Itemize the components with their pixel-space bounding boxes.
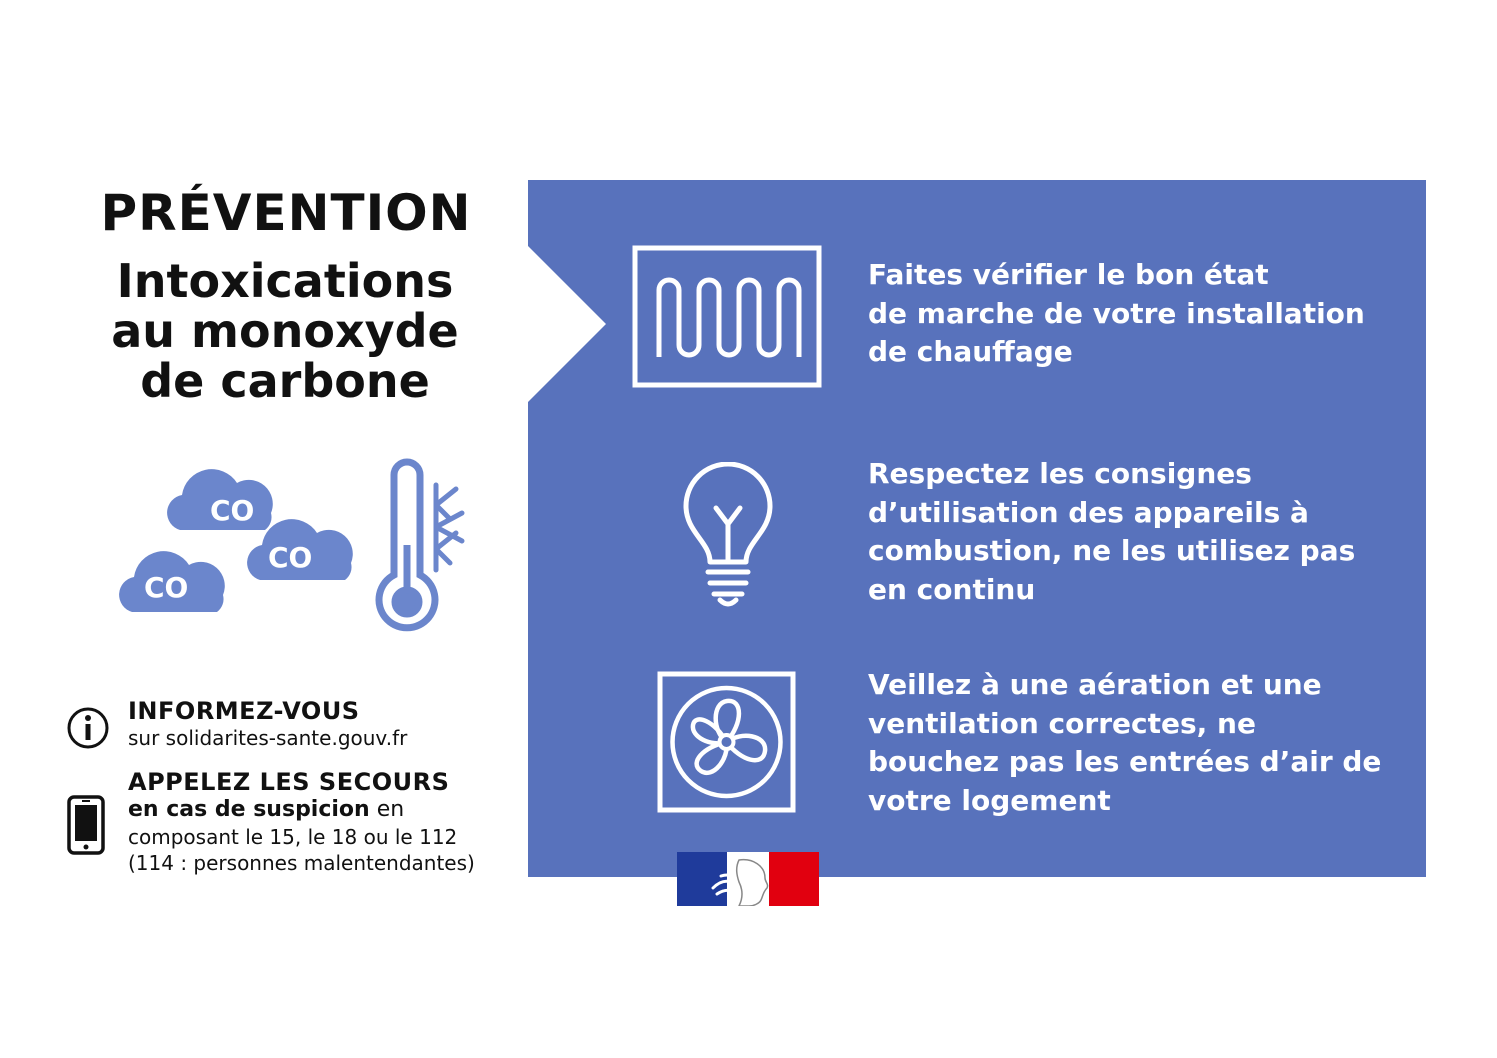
cloud-label: CO <box>268 541 313 574</box>
emergency-line-rest: en <box>369 797 405 822</box>
advice-appliances <box>868 455 1388 609</box>
emergency-line <box>128 796 508 824</box>
cloud-label: CO <box>210 494 255 527</box>
light-bulb-icon <box>682 462 774 607</box>
emergency-block <box>128 768 508 876</box>
co-illustration <box>110 455 490 645</box>
advice-heating <box>868 256 1388 372</box>
info-icon <box>66 706 110 750</box>
advice-line: bouchez pas les entrées d’air de <box>868 745 1382 778</box>
advice-line: combustion, ne les utilisez pas <box>868 534 1356 567</box>
inform-link-text[interactable]: sur solidarites-sante.gouv.fr <box>128 726 408 750</box>
subtitle-line: Intoxications <box>116 254 454 308</box>
inform-block <box>128 697 508 751</box>
emergency-emphasis: en cas de suspicion <box>128 797 370 822</box>
advice-line: votre logement <box>868 783 1111 817</box>
advice-line: Faites vérifier le bon état <box>868 258 1269 291</box>
subtitle-line: de carbone <box>140 354 430 408</box>
emergency-hearing-impaired: (114 : personnes malentendantes) <box>128 851 475 875</box>
advice-line: ventilation correctes, ne <box>868 706 1256 740</box>
snowflake-icon <box>436 485 462 570</box>
advice-ventilation <box>868 666 1388 820</box>
emergency-numbers: composant le 15, le 18 ou le 112 <box>128 825 458 849</box>
advice-line: d’utilisation des appareils à <box>868 495 1309 529</box>
advice-line: Veillez à une aération et une <box>868 668 1322 701</box>
advice-line: Respectez les consignes <box>868 457 1252 490</box>
phone-icon <box>67 795 105 855</box>
page-title: PRÉVENTION <box>100 184 472 242</box>
radiator-icon <box>632 245 822 388</box>
ventilation-fan-icon <box>657 671 796 813</box>
republique-francaise-logo <box>677 852 819 906</box>
cloud-label: CO <box>144 571 189 604</box>
page-subtitle <box>80 256 490 406</box>
subtitle-line: au monoxyde <box>111 304 459 358</box>
advice-line: en continu <box>868 572 1036 606</box>
inform-heading: INFORMEZ-VOUS <box>128 697 360 725</box>
thermometer-icon <box>379 462 435 628</box>
emergency-heading: APPELEZ LES SECOURS <box>128 768 450 796</box>
advice-line: de chauffage <box>868 335 1073 368</box>
advice-line: de marche de votre installation <box>868 296 1365 330</box>
